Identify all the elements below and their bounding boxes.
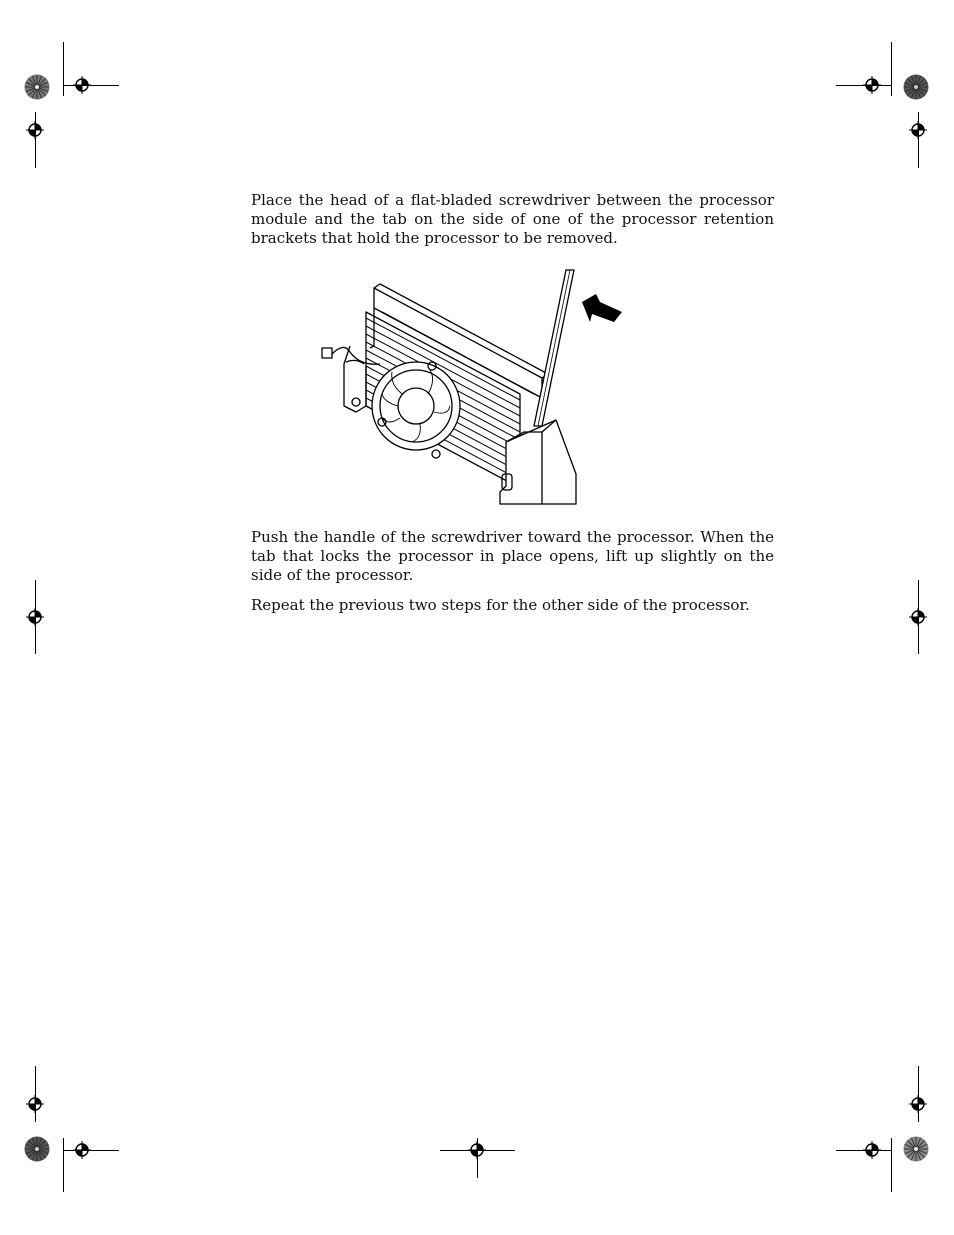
crop-line bbox=[891, 42, 892, 96]
crop-line bbox=[63, 42, 64, 96]
crop-line bbox=[891, 1138, 892, 1192]
registration-target-icon bbox=[25, 607, 45, 627]
registration-target-icon bbox=[25, 1094, 45, 1114]
registration-target-icon bbox=[467, 1140, 487, 1160]
registration-target-icon bbox=[908, 607, 928, 627]
color-wheel-icon bbox=[903, 1136, 929, 1162]
instruction-paragraph: Place the head of a flat-bladed screwdriver between the processor module and the tab on the side of one of the processor retention brackets that hold the processor to be removed. bbox=[251, 191, 774, 247]
instruction-paragraph: Repeat the previous two steps for the other side of the processor. bbox=[251, 596, 750, 614]
instruction-paragraph: Push the handle of the screwdriver toward the processor. When the tab that locks the processor in place opens, lift up slightly on the side of the processor. bbox=[251, 528, 774, 584]
registration-target-icon bbox=[25, 120, 45, 140]
processor-removal-illustration bbox=[310, 266, 630, 510]
registration-target-icon bbox=[72, 75, 92, 95]
crop-line bbox=[63, 1138, 64, 1192]
registration-target-icon bbox=[908, 120, 928, 140]
color-wheel-icon bbox=[24, 74, 50, 100]
color-wheel-icon bbox=[903, 74, 929, 100]
registration-target-icon bbox=[862, 75, 882, 95]
registration-target-icon bbox=[908, 1094, 928, 1114]
registration-target-icon bbox=[862, 1140, 882, 1160]
registration-target-icon bbox=[72, 1140, 92, 1160]
color-wheel-icon bbox=[24, 1136, 50, 1162]
